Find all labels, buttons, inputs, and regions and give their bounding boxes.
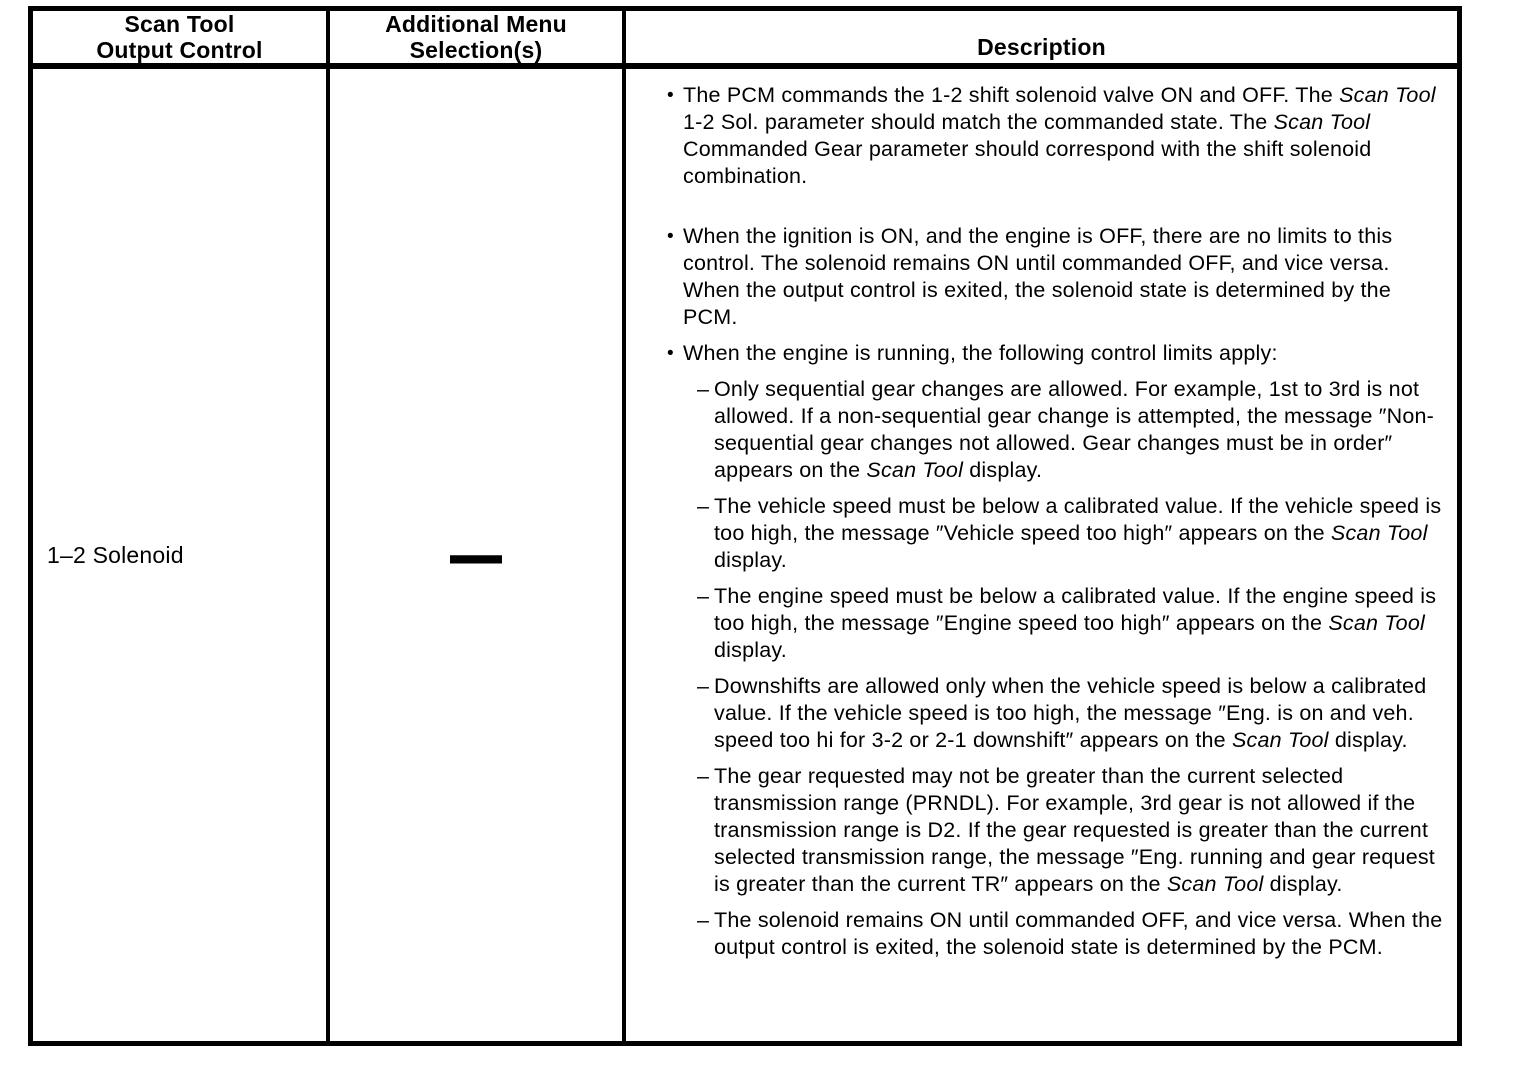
description-text: When the ignition is ON, and the engine is OFF, there are no limits to this control. The solenoid remains ON until commanded OFF, and vice versa. When the output control is exited, the solenoid state is determined by the PCM. <box>683 224 1393 329</box>
dash-marker: – <box>697 674 710 698</box>
description-item <box>626 376 1449 484</box>
description-text: The gear requested may not be greater than the current selected transmission range (PRNDL). For example, 3rd gear is not allowed if the transmission range is D2. If the gear requested is greater than the current selected transmission range, the message ″Eng. running and gear request is greater than the current TR″ appears on the Scan Tool display. <box>714 764 1435 896</box>
header-line: Output Control <box>96 37 263 63</box>
dash-marker: – <box>697 494 710 518</box>
description-item <box>626 673 1449 754</box>
header-line: Description <box>977 34 1106 60</box>
dash-marker: – <box>697 764 710 788</box>
dash-marker: – <box>697 584 710 608</box>
description-item <box>626 907 1449 961</box>
description-item <box>626 223 1449 331</box>
description-text: The solenoid remains ON until commanded OFF, and vice versa. When the output control is exited, the solenoid state is determined by the PCM. <box>714 908 1443 959</box>
header-cell-scan-tool-output-control <box>33 11 330 63</box>
bullet-marker: • <box>667 226 674 247</box>
header-line: Additional Menu <box>385 11 567 37</box>
bullet-marker: • <box>667 85 674 106</box>
description-item <box>626 340 1449 367</box>
description-text: The PCM commands the 1-2 shift solenoid valve ON and OFF. The Scan Tool 1-2 Sol. parameter should match the commanded state. The Scan Tool Commanded Gear parameter should correspond with the shift solenoid combination. <box>683 83 1436 188</box>
description-text: When the engine is running, the following control limits apply: <box>683 341 1278 365</box>
header-cell-description <box>626 11 1457 63</box>
description-item <box>626 763 1449 898</box>
header-line: Selection(s) <box>409 37 543 63</box>
header-cell-additional-menu-selections <box>330 11 626 63</box>
description-text: Downshifts are allowed only when the vehicle speed is below a calibrated value. If the vehicle speed is too high, the message ″Eng. is on and veh. speed too hi for 3-2 or 2-1 downshift″ appears on the Scan Tool display. <box>714 674 1427 752</box>
bullet-marker: • <box>667 343 674 364</box>
description-cell <box>626 69 1457 1041</box>
additional-menu-cell: — <box>330 69 626 1041</box>
dash-marker: – <box>697 908 710 932</box>
description-item <box>626 583 1449 664</box>
description-item <box>626 493 1449 574</box>
output-control-cell <box>33 69 330 1041</box>
dash-marker: – <box>697 377 710 401</box>
table-header-row <box>33 11 1457 69</box>
description-item <box>626 82 1449 190</box>
description-text: Only sequential gear changes are allowed. For example, 1st to 3rd is not allowed. If a non-sequential gear change is attempted, the message ″Non-sequential gear changes not allowed. Gear changes must be in order″ appears on the Scan Tool display. <box>714 377 1434 482</box>
table-row <box>33 69 1457 1041</box>
scan-tool-output-control-table <box>28 6 1462 1046</box>
output-control-value: 1–2 Solenoid <box>47 541 184 568</box>
description-text: The engine speed must be below a calibrated value. If the engine speed is too high, the message ″Engine speed too high″ appears on the Scan Tool display. <box>714 584 1437 662</box>
header-line: Scan Tool <box>124 11 235 37</box>
description-text: The vehicle speed must be below a calibrated value. If the vehicle speed is too high, the message ″Vehicle speed too high″ appears on the Scan Tool display. <box>714 494 1442 572</box>
